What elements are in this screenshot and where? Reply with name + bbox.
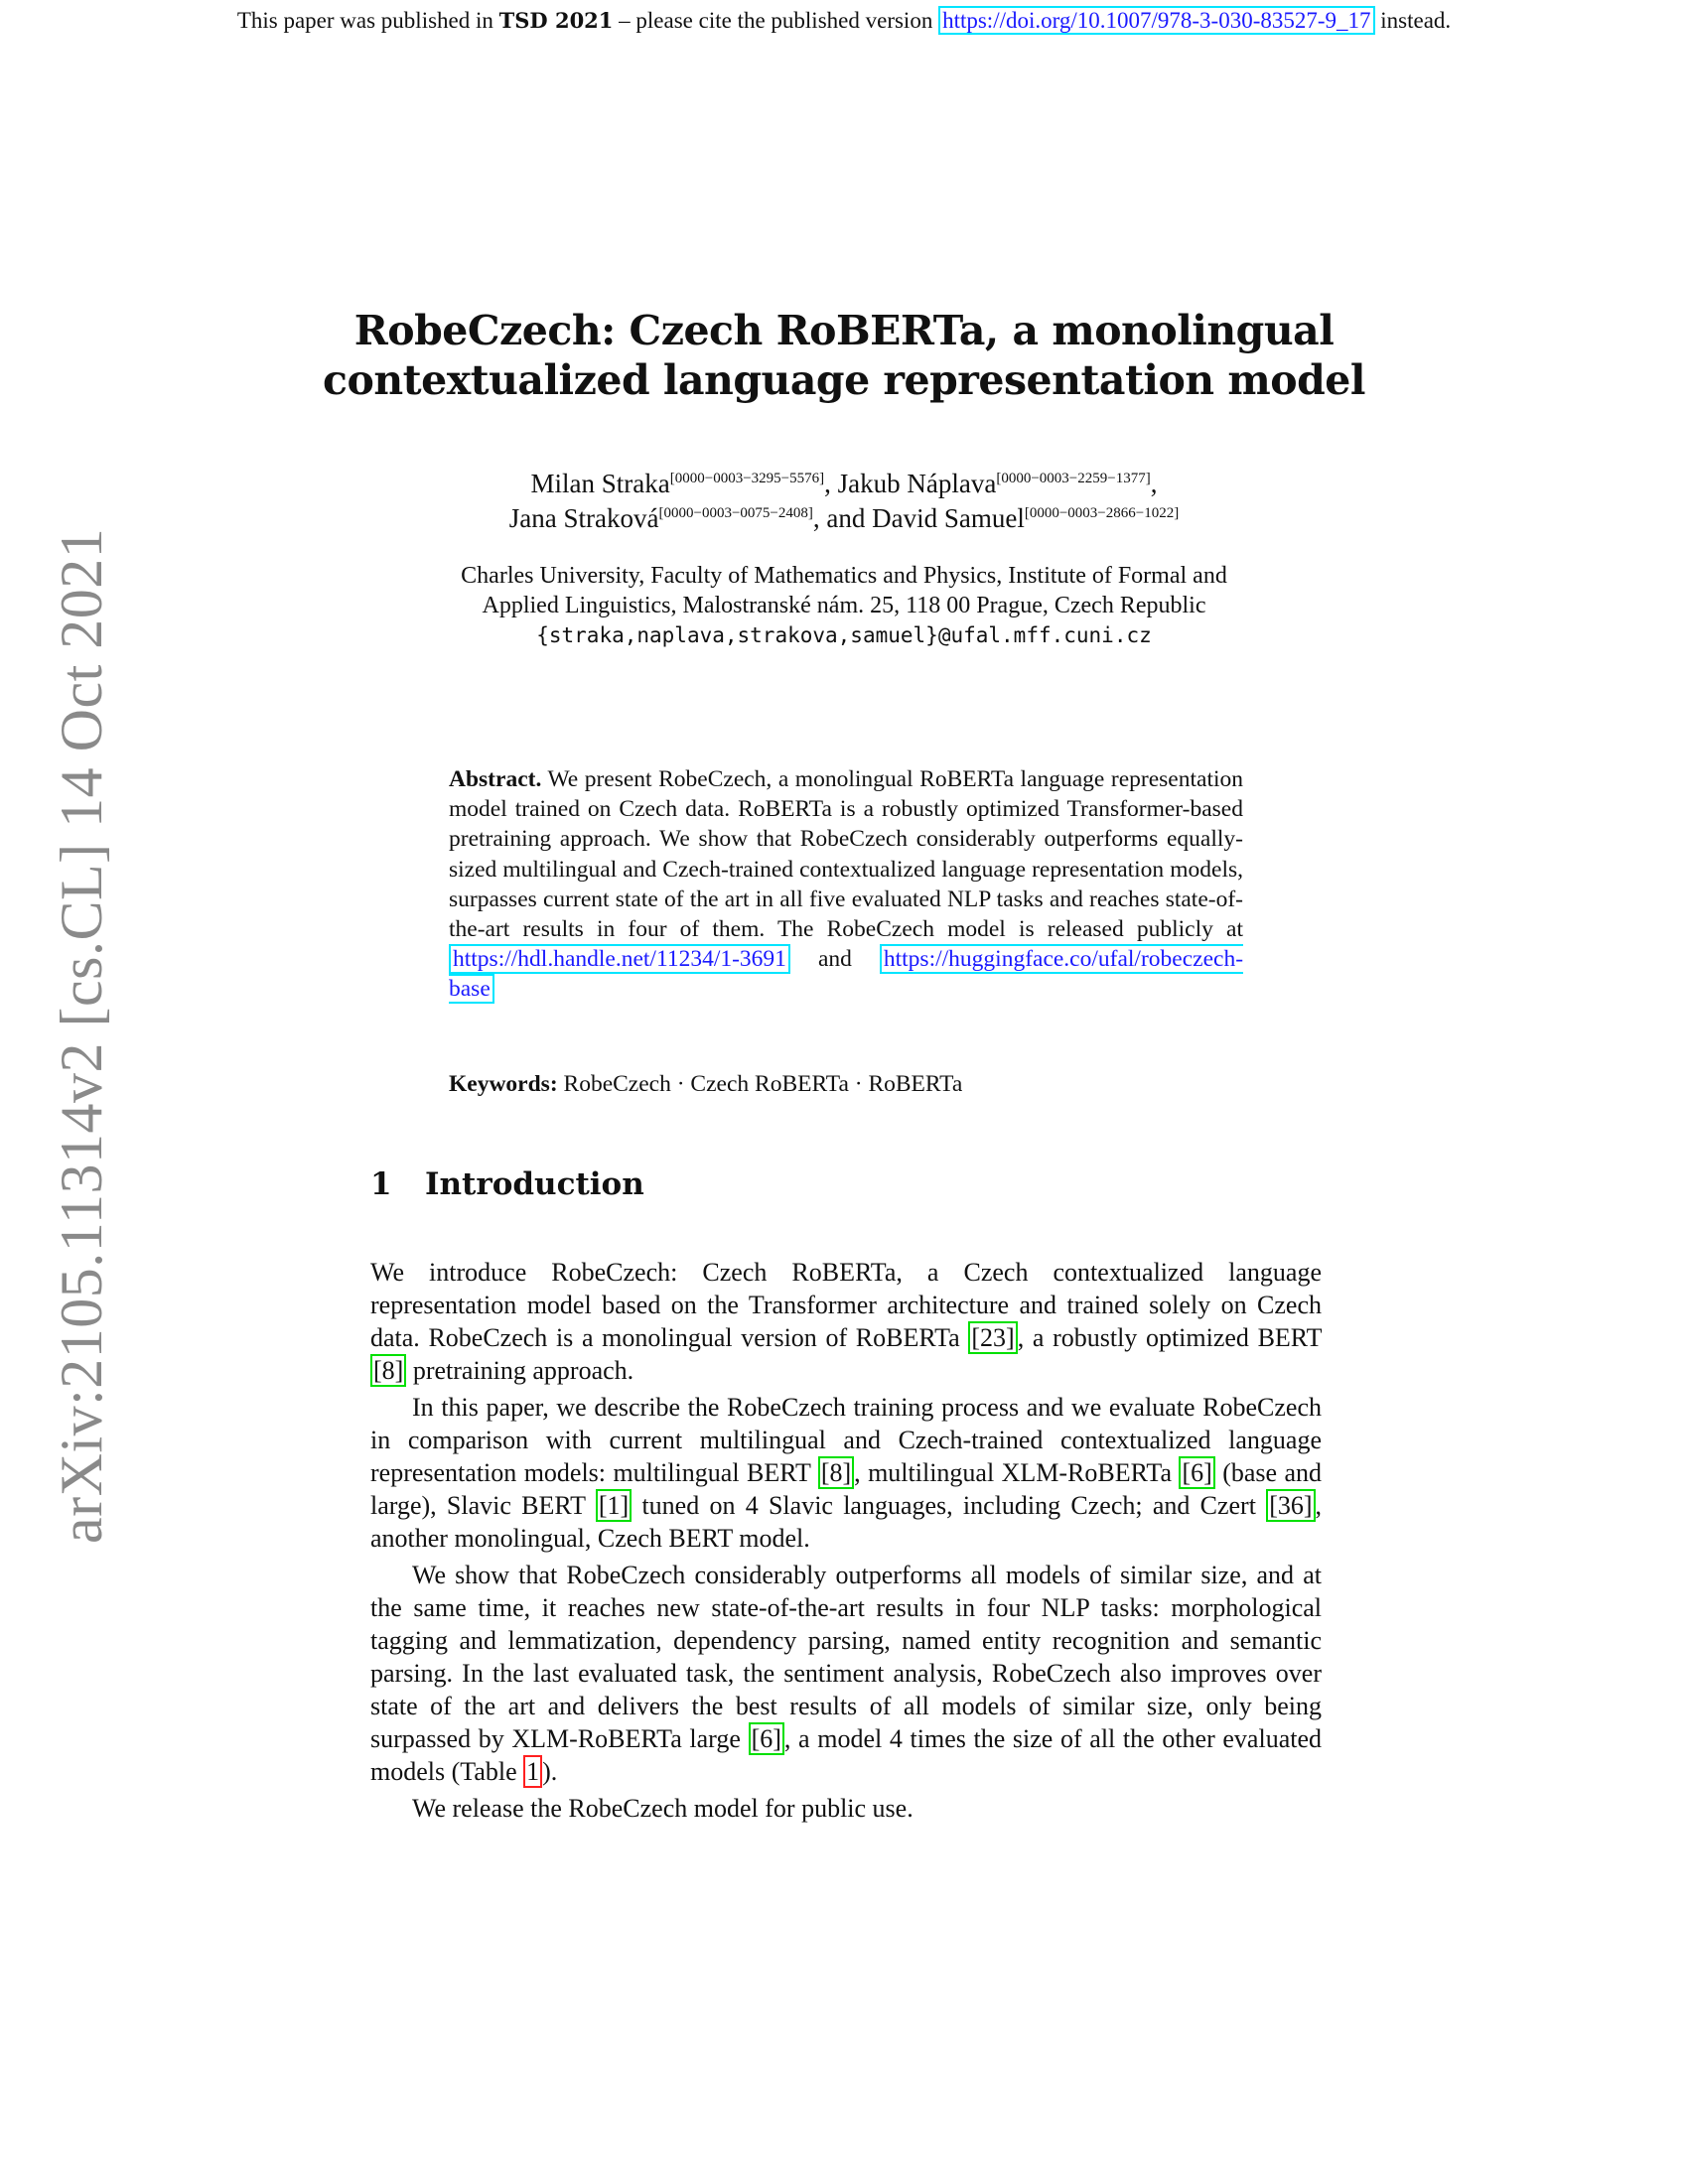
keywords: Keywords: RobeCzech · Czech RoBERTa · RoBERTa: [449, 1071, 963, 1097]
handle-link[interactable]: https://hdl.handle.net/11234/1-3691: [449, 944, 790, 974]
introduction-body: [370, 1256, 1322, 1829]
doi-link[interactable]: https://doi.org/10.1007/978-3-030-83527-9_17: [938, 6, 1374, 35]
citation-link[interactable]: [36]: [1266, 1489, 1315, 1522]
publication-notice: This paper was published in TSD 2021 – please cite the published version https://doi.org/10.1007/978-3-030-83527-9_17 instead.: [236, 8, 1452, 33]
author-name: David Samuel: [872, 503, 1025, 533]
venue-name: TSD 2021: [498, 8, 614, 33]
orcid: [0000−0003−3295−5576]: [669, 471, 825, 486]
citation-link[interactable]: [8]: [370, 1354, 406, 1387]
paragraph: We release the RobeCzech model for public use.: [412, 1794, 914, 1823]
abstract: Abstract. We present RobeCzech, a monolingual RoBERTa language representation model trained on Czech data. RoBERTa is a robustly optimized Transformer-based pretraining approach. We show that RobeCzech considerably outperforms equally-sized multilingual and Czech-trained contextualized language representation models, surpasses current state of the art in all five evaluated NLP tasks and reaches state-of-the-art results in four of them. The RobeCzech model is released publicly at https://hdl.handle.net/11234/1-3691 and https://huggingface.co/ufal/robeczech-base: [449, 766, 1244, 1003]
huggingface-link[interactable]: https://huggingface.co/ufal/robeczech-base: [449, 946, 1244, 1003]
arxiv-identifier: arXiv:2105.11314v2 [cs.CL] 14 Oct 2021: [49, 527, 114, 1544]
paper-title: RobeCzech: Czech RoBERTa, a monolingual contextualized language representation model: [323, 307, 1365, 404]
abstract-label: Abstract.: [449, 766, 542, 792]
citation-link[interactable]: [1]: [596, 1489, 632, 1522]
orcid: [0000−0003−0075−2408]: [658, 505, 813, 521]
orcid: [0000−0003−2259−1377]: [996, 471, 1151, 486]
citation-link[interactable]: [6]: [1179, 1456, 1214, 1489]
email-addresses: {straka,naplava,strakova,samuel}@ufal.mff.cuni.cz: [536, 623, 1152, 647]
orcid: [0000−0003−2866−1022]: [1024, 505, 1180, 521]
citation-link[interactable]: [23]: [968, 1321, 1017, 1354]
citation-link[interactable]: [6]: [749, 1722, 784, 1755]
paragraph: In this paper, we describe the RobeCzech training process and we evaluate RobeCzech in comparison with current multilingual and Czech-trained contextualized language representation models: multilingual BERT [8] , multilingual XLM-RoBERTa [6] (base and large), Slavic BERT [1] tuned on 4 Slavic languages, including Czech; and Czert [36] , another monolingual, Czech BERT model.: [370, 1393, 1323, 1553]
paragraph: We show that RobeCzech considerably outperforms all models of similar size, and at the same time, it reaches new state-of-the-art results in four NLP tasks: morphological tagging and lemmatization, dependency parsing, named entity recognition and semantic parsing. In the last evaluated task, the sentiment analysis, RobeCzech also improves over state of the art and delivers the best results of all models of similar size, only being surpassed by XLM-RoBERTa large [6] , a model 4 times the size of all the other evaluated models (Table 1 ).: [370, 1561, 1323, 1786]
keywords-label: Keywords:: [449, 1071, 558, 1097]
author-name: Jana Straková: [508, 503, 659, 533]
paragraph: We introduce RobeCzech: Czech RoBERTa, a Czech contextualized language representation model based on the Transformer architecture and trained solely on Czech data. RobeCzech is a monolingual version of RoBERTa [23] , a robustly optimized BERT [8] pretraining approach.: [370, 1258, 1323, 1385]
author-list: Milan Straka[0000−0003−3295−5576], Jakub Náplava[0000−0003−2259−1377], Jana Straková[0000−0003−0075−2408], and David Samuel[0000−0003−2866−1022]: [508, 469, 1180, 533]
citation-link[interactable]: [8]: [818, 1456, 854, 1489]
author-name: Milan Straka: [530, 469, 670, 498]
table-reference-link[interactable]: 1: [523, 1755, 542, 1788]
section-heading: 1 Introduction: [370, 1166, 644, 1202]
author-name: Jakub Náplava: [837, 469, 997, 498]
affiliation: Charles University, Faculty of Mathematics and Physics, Institute of Formal and Applied Linguistics, Malostranské nám. 25, 118 00 Prague, Czech Republic {straka,naplava,strakova,samuel}@ufal.mff.cuni.cz: [298, 561, 1390, 650]
